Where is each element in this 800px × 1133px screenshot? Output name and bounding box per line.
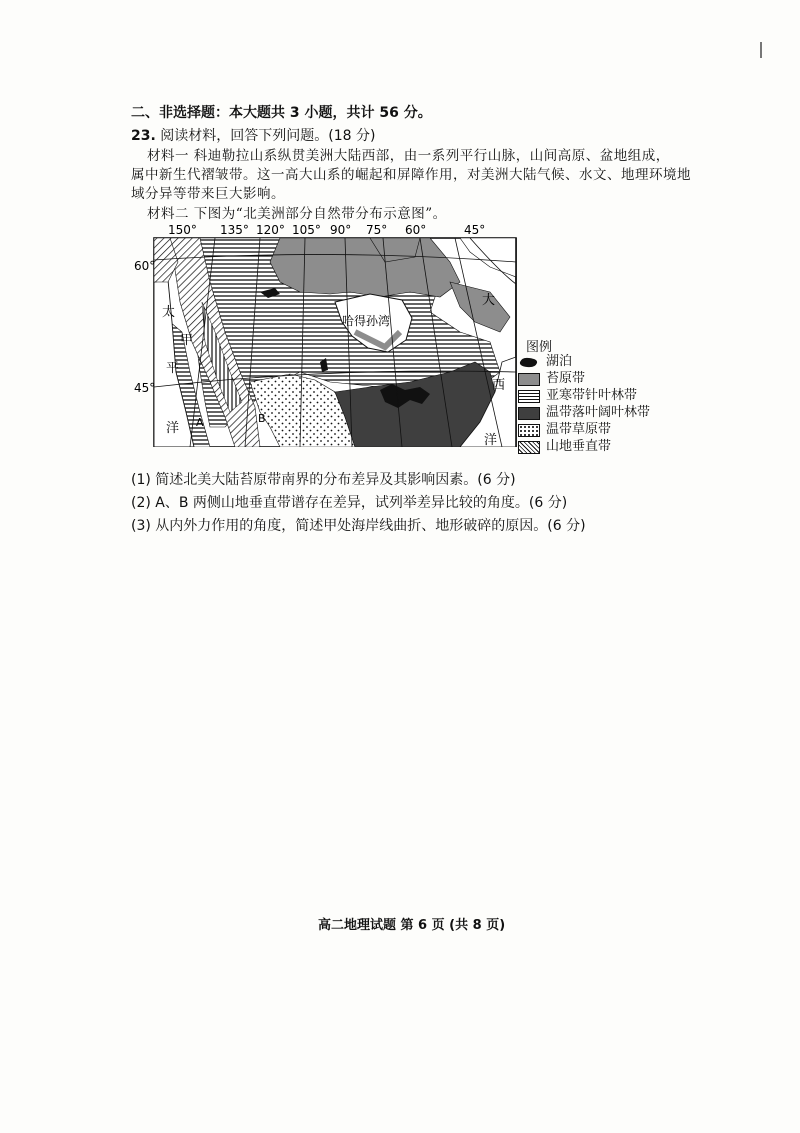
question-1: (1) 简述北美大陆苔原带南界的分布差异及其影响因素。(6 分) — [131, 472, 516, 488]
question-number: 23. — [131, 128, 156, 144]
steppe-swatch-icon — [518, 424, 540, 437]
scan-edge-mark — [760, 42, 762, 58]
question-3: (3) 从内外力作用的角度，简述甲处海岸线曲折、地形破碎的原因。(6 分) — [131, 518, 586, 534]
legend-title: 图例 — [526, 340, 553, 355]
material-one-line-2: 属中新生代褶皱带。这一高大山系的崛起和屏障作用，对美洲大陆气候、水文、地理环境地 — [131, 167, 691, 183]
taiga-swatch-icon — [518, 390, 540, 403]
material-two: 材料二 下图为“北美洲部分自然带分布示意图”。 — [147, 206, 447, 222]
question-header — [131, 127, 375, 145]
label-pacific-1: 太 — [162, 305, 176, 320]
legend-item-deciduous — [518, 405, 668, 421]
legend-label-steppe: 温带草原带 — [546, 422, 612, 437]
lat-label-60: 60° — [134, 259, 156, 273]
legend-label-tundra: 苔原带 — [546, 371, 586, 386]
mountain-swatch-icon — [518, 441, 540, 454]
legend-label-lake: 湖泊 — [546, 354, 573, 369]
legend-item-steppe — [518, 422, 668, 438]
lon-label-120: 120° — [256, 223, 285, 237]
lon-label-90: 90° — [330, 223, 352, 237]
question-intro: 阅读材料，回答下列问题。(18 分) — [160, 128, 376, 144]
section-heading: 二、非选择题：本大题共 3 小题，共计 56 分。 — [131, 105, 432, 121]
page-footer: 高二地理试题 第 6 页 (共 8 页) — [318, 918, 506, 933]
lon-label-45: 45° — [464, 223, 486, 237]
label-pacific-3: 洋 — [166, 421, 180, 436]
legend-label-deciduous: 温带落叶阔叶林带 — [546, 405, 651, 420]
label-atlantic-2: 西 — [492, 378, 506, 393]
label-a: A — [196, 416, 204, 429]
lat-label-45: 45° — [134, 381, 156, 395]
question-2: (2) A、B 两侧山地垂直带谱存在差异，试列举差异比较的角度。(6 分) — [131, 495, 568, 511]
deciduous-swatch-icon — [518, 407, 540, 420]
legend-label-mountain: 山地垂直带 — [546, 439, 612, 454]
legend-item-tundra — [518, 371, 668, 387]
zone-tundra — [270, 238, 460, 297]
lon-label-150: 150° — [168, 223, 197, 237]
lon-label-105: 105° — [292, 223, 321, 237]
tundra-swatch-icon — [518, 373, 540, 386]
legend-item-mountain — [518, 439, 668, 455]
lon-label-75: 75° — [366, 223, 388, 237]
label-jia: 甲 — [180, 333, 194, 348]
label-atlantic-3: 洋 — [484, 433, 498, 447]
lon-label-135: 135° — [220, 223, 249, 237]
legend-item-taiga — [518, 388, 668, 404]
label-pacific-2: 平 — [166, 361, 180, 376]
legend-item-lake — [518, 354, 668, 370]
label-hudson-bay: 哈得孙湾 — [342, 314, 391, 328]
lake-swatch-icon — [518, 356, 540, 369]
label-atlantic-1: 大 — [482, 293, 496, 308]
material-one-line-1: 材料一 科迪勒拉山系纵贯美洲大陆西部，由一系列平行山脉，山间高原、盆地组成， — [147, 148, 670, 164]
label-b: B — [258, 412, 266, 425]
lon-label-60: 60° — [405, 223, 427, 237]
material-one-line-3: 域分异等带来巨大影响。 — [131, 186, 285, 202]
legend-label-taiga: 亚寒带针叶林带 — [546, 388, 638, 403]
